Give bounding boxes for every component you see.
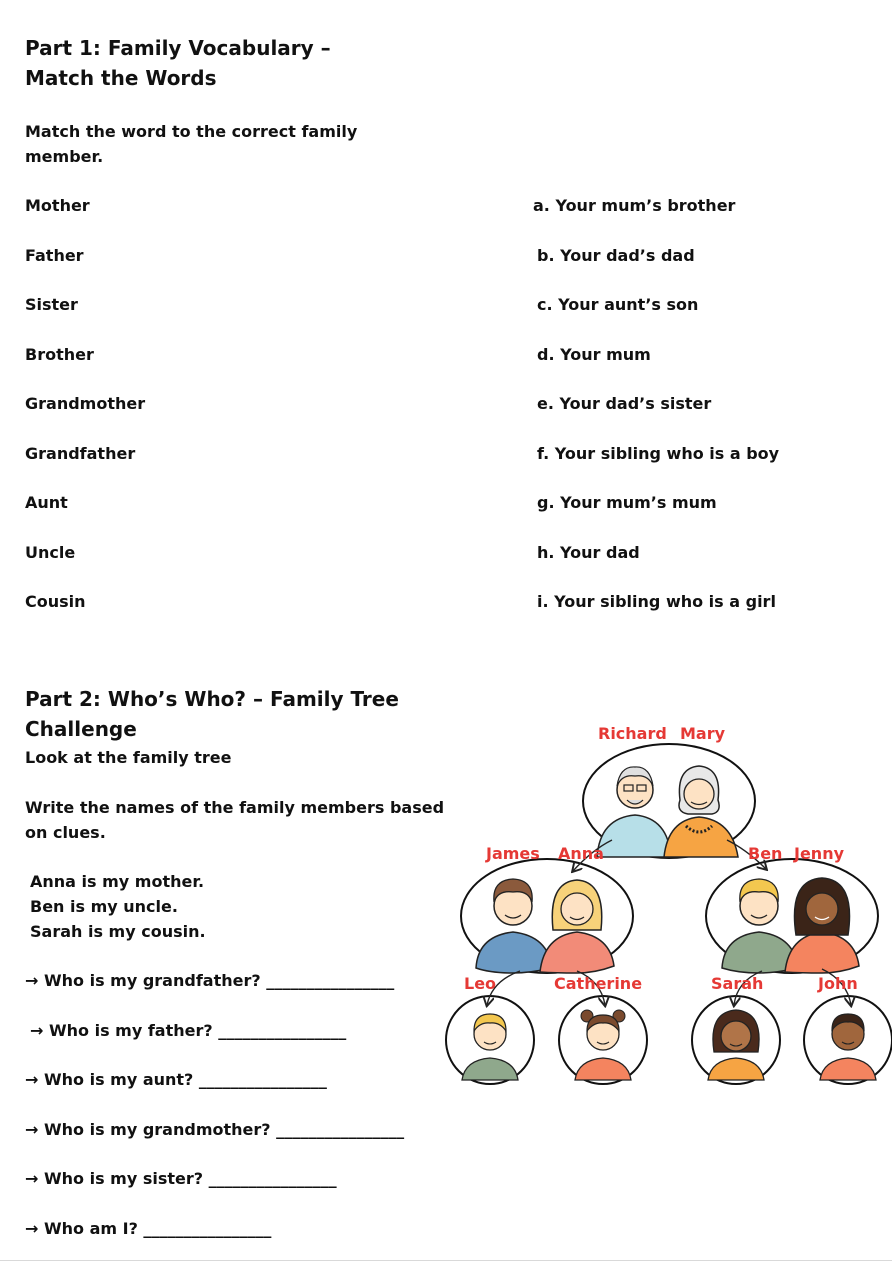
part2-title: Part 2: Who’s Who? – Family Tree Challenge xyxy=(25,687,399,741)
question-item: → Who is my grandmother? ________________ xyxy=(25,1119,405,1139)
question-item: → Who is my father? ________________ xyxy=(30,1020,347,1040)
part2-look: Look at the family tree xyxy=(25,748,232,767)
question-item: → Who is my aunt? ________________ xyxy=(25,1070,327,1089)
definition-item: f. Your sibling who is a boy xyxy=(537,443,780,463)
definition-item: e. Your dad’s sister xyxy=(537,394,712,413)
definition-item: d. Your mum xyxy=(537,344,651,364)
part1-instruction: Match the word to the correct family member. xyxy=(25,122,358,166)
name-label-mary: Mary xyxy=(680,724,726,743)
parents-group xyxy=(461,859,633,973)
clue-item: Ben is my uncle. xyxy=(30,897,178,916)
name-label-anna: Anna xyxy=(558,844,604,863)
definition-item: c. Your aunt’s son xyxy=(537,295,699,314)
definition-item: h. Your dad xyxy=(537,542,640,562)
word-item: Grandmother xyxy=(25,394,146,413)
child-john xyxy=(804,996,892,1084)
question-item: → Who am I? ________________ xyxy=(25,1218,272,1238)
word-item: Brother xyxy=(25,344,94,364)
child-leo xyxy=(446,996,534,1084)
definition-item: b. Your dad’s dad xyxy=(537,245,695,265)
name-label-ben: Ben xyxy=(748,844,783,863)
name-label-jenny: Jenny xyxy=(794,844,845,863)
word-item: Sister xyxy=(25,295,78,314)
name-label-john: John xyxy=(818,974,858,993)
word-item: Father xyxy=(25,245,84,265)
definition-item: a. Your mum’s brother xyxy=(533,196,736,215)
name-label-leo: Leo xyxy=(464,974,497,993)
name-label-james: James xyxy=(486,844,540,863)
child-catherine xyxy=(559,996,647,1084)
child-sarah xyxy=(692,996,780,1084)
word-item: Cousin xyxy=(25,592,86,611)
word-item: Aunt xyxy=(25,493,68,512)
clue-item: Sarah is my cousin. xyxy=(30,922,206,941)
question-item: → Who is my sister? ________________ xyxy=(25,1169,337,1188)
word-item: Grandfather xyxy=(25,443,136,463)
word-item: Mother xyxy=(25,196,90,215)
question-item: → Who is my grandfather? ________________ xyxy=(25,971,395,990)
name-label-richard: Richard xyxy=(598,724,667,743)
part2-instruction: Write the names of the family members based on clues. xyxy=(25,798,445,842)
family-tree-diagram xyxy=(440,715,892,1095)
uncle-aunt-group xyxy=(706,859,878,973)
name-label-catherine: Catherine xyxy=(554,974,643,993)
definition-item: g. Your mum’s mum xyxy=(537,493,717,512)
definition-item: i. Your sibling who is a girl xyxy=(537,592,776,611)
clue-list xyxy=(30,869,206,944)
clue-item: Anna is my mother. xyxy=(30,872,205,891)
name-label-sarah: Sarah xyxy=(711,974,764,993)
part1-title: Part 1: Family Vocabulary – Match the Words xyxy=(25,36,331,90)
word-item: Uncle xyxy=(25,542,76,562)
